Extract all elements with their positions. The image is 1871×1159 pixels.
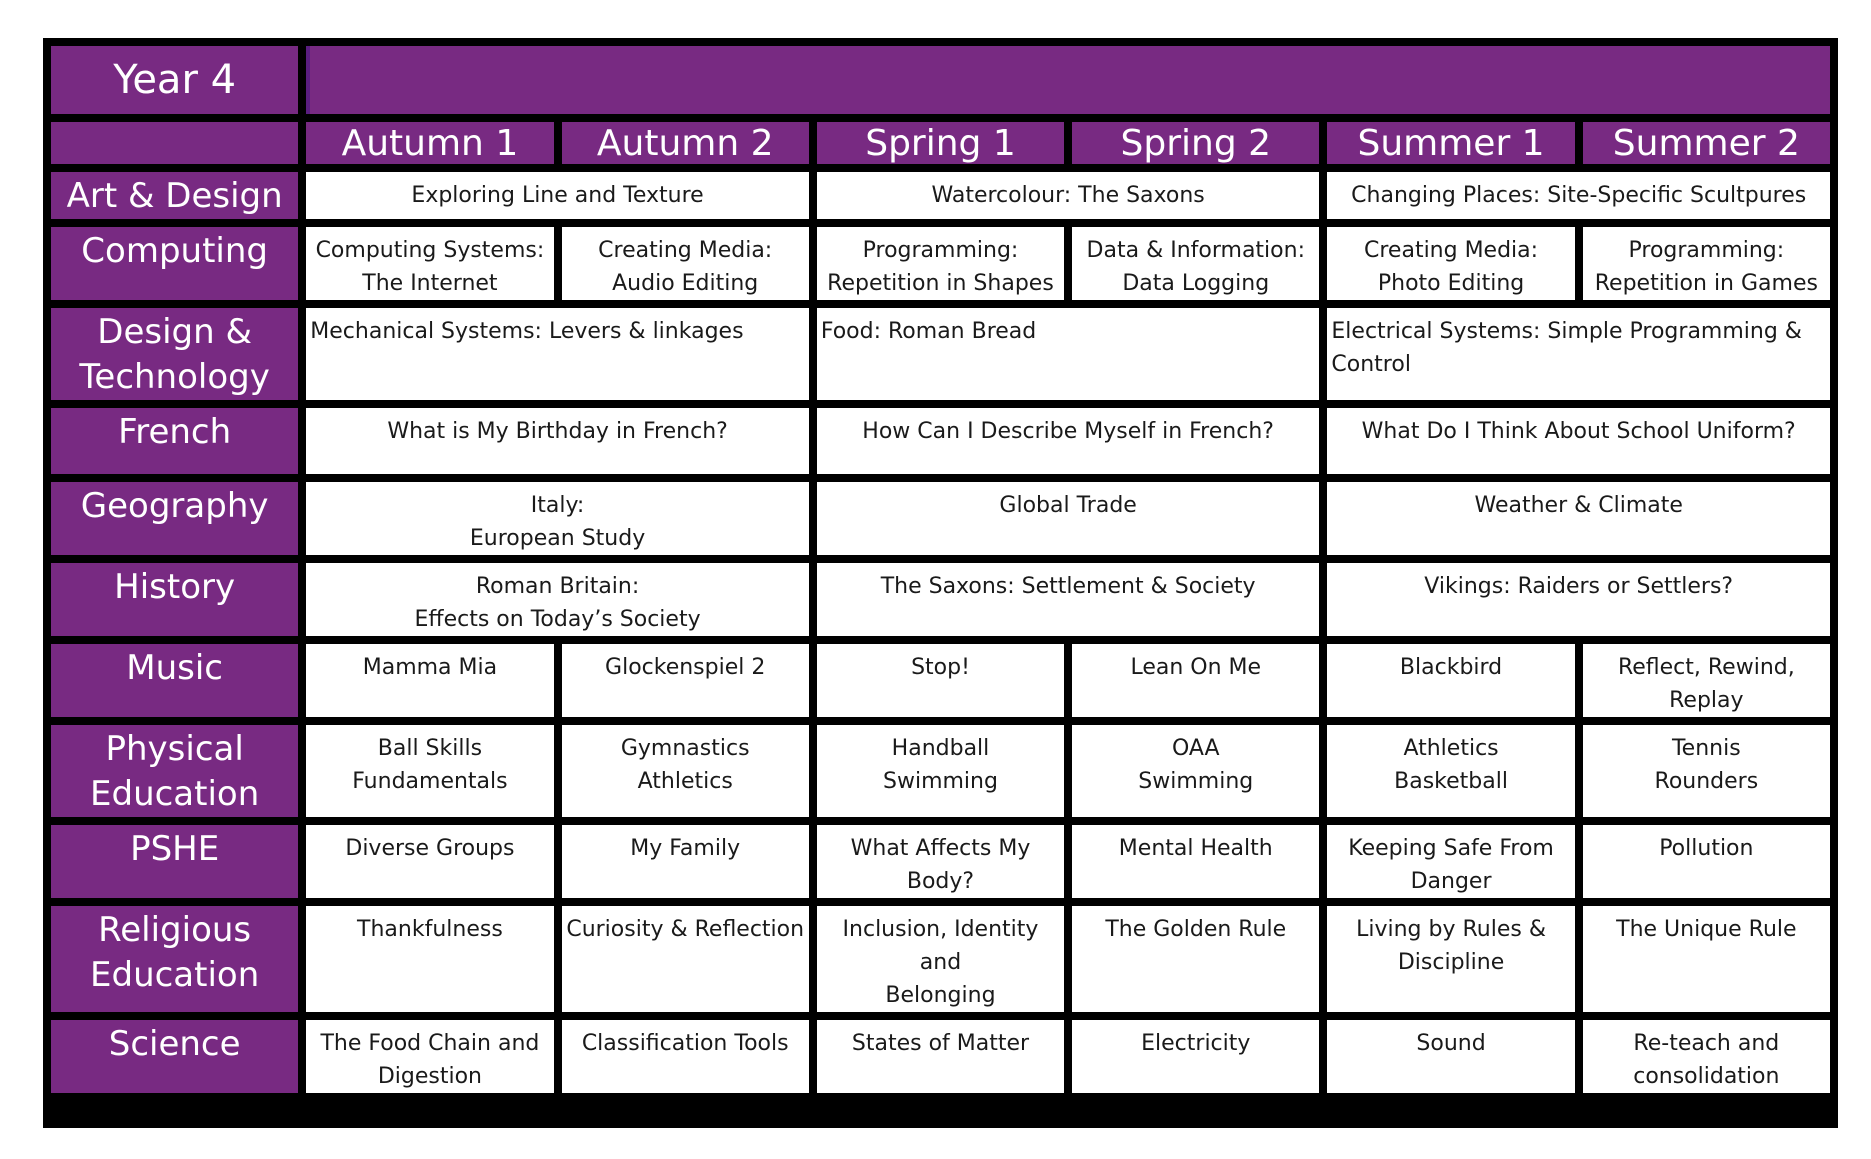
topic-cell: What is My Birthday in French? [306, 408, 809, 474]
topic-cell: Sound [1327, 1020, 1574, 1093]
topic-cell: Diverse Groups [306, 825, 553, 898]
topic-cell: OAA Swimming [1072, 725, 1319, 817]
topic-cell: Changing Places: Site-Specific Scultpures [1327, 172, 1830, 219]
term-header-row [51, 122, 1830, 164]
topic-cell: Programming: Repetition in Games [1583, 227, 1830, 300]
subject-name: Music [51, 644, 298, 717]
topic-cell: States of Matter [817, 1020, 1064, 1093]
topic-cell: Glockenspiel 2 [562, 644, 809, 717]
curriculum-sheet [43, 38, 1838, 1128]
topic-cell: Global Trade [817, 482, 1320, 555]
topic-cell: Thankfulness [306, 906, 553, 1012]
topic-cell: The Unique Rule [1583, 906, 1830, 1012]
topic-cell: What Affects My Body? [817, 825, 1064, 898]
term-header: Spring 2 [1072, 122, 1319, 164]
subject-row [51, 1020, 1830, 1093]
header-corner [51, 122, 298, 164]
topic-cell: Athletics Basketball [1327, 725, 1574, 817]
term-header: Autumn 1 [306, 122, 553, 164]
topic-cell: My Family [562, 825, 809, 898]
topic-cell: Tennis Rounders [1583, 725, 1830, 817]
term-header: Spring 1 [817, 122, 1064, 164]
topic-cell: Handball Swimming [817, 725, 1064, 817]
topic-cell: Inclusion, Identity and Belonging [817, 906, 1064, 1012]
subject-row [51, 482, 1830, 555]
topic-cell: Computing Systems: The Internet [306, 227, 553, 300]
topic-cell: Mechanical Systems: Levers & linkages [306, 308, 809, 400]
curriculum-table [43, 46, 1838, 1101]
subject-name: Computing [51, 227, 298, 300]
topic-cell: Vikings: Raiders or Settlers? [1327, 563, 1830, 636]
topic-cell: Mental Health [1072, 825, 1319, 898]
year-title: Year 4 [51, 46, 298, 114]
subject-name: Geography [51, 482, 298, 555]
subject-row [51, 563, 1830, 636]
topic-cell: Stop! [817, 644, 1064, 717]
topic-cell: Weather & Climate [1327, 482, 1830, 555]
subject-row [51, 644, 1830, 717]
subject-name: PSHE [51, 825, 298, 898]
subject-name: History [51, 563, 298, 636]
topic-cell: Electricity [1072, 1020, 1319, 1093]
topic-cell: Living by Rules & Discipline [1327, 906, 1574, 1012]
topic-cell: Reflect, Rewind, Replay [1583, 644, 1830, 717]
topic-cell: Classification Tools [562, 1020, 809, 1093]
topic-cell: Pollution [1583, 825, 1830, 898]
title-row [51, 46, 1830, 114]
topic-cell: Ball Skills Fundamentals [306, 725, 553, 817]
subject-row [51, 308, 1830, 400]
subject-row [51, 408, 1830, 474]
topic-cell: Gymnastics Athletics [562, 725, 809, 817]
topic-cell: Electrical Systems: Simple Programming & Control [1327, 308, 1830, 400]
term-header: Summer 1 [1327, 122, 1574, 164]
subject-row [51, 825, 1830, 898]
subject-name: Science [51, 1020, 298, 1093]
subject-name: Physical Education [51, 725, 298, 817]
topic-cell: Creating Media: Photo Editing [1327, 227, 1574, 300]
subject-row [51, 906, 1830, 1012]
title-banner [306, 46, 1830, 114]
topic-cell: Lean On Me [1072, 644, 1319, 717]
topic-cell: Programming: Repetition in Shapes [817, 227, 1064, 300]
subject-name: Religious Education [51, 906, 298, 1012]
subject-name: Design & Technology [51, 308, 298, 400]
subject-row [51, 172, 1830, 219]
topic-cell: The Saxons: Settlement & Society [817, 563, 1320, 636]
topic-cell: Curiosity & Reflection [562, 906, 809, 1012]
topic-cell: Blackbird [1327, 644, 1574, 717]
subject-name: French [51, 408, 298, 474]
term-header: Autumn 2 [562, 122, 809, 164]
topic-cell: Food: Roman Bread [817, 308, 1320, 400]
topic-cell: The Golden Rule [1072, 906, 1319, 1012]
topic-cell: Exploring Line and Texture [306, 172, 809, 219]
topic-cell: Data & Information: Data Logging [1072, 227, 1319, 300]
topic-cell: What Do I Think About School Uniform? [1327, 408, 1830, 474]
topic-cell: The Food Chain and Digestion [306, 1020, 553, 1093]
topic-cell: Creating Media: Audio Editing [562, 227, 809, 300]
subject-row [51, 227, 1830, 300]
topic-cell: Re-teach and consolidation [1583, 1020, 1830, 1093]
topic-cell: Italy: European Study [306, 482, 809, 555]
term-header: Summer 2 [1583, 122, 1830, 164]
subject-row [51, 725, 1830, 817]
topic-cell: Watercolour: The Saxons [817, 172, 1320, 219]
topic-cell: Roman Britain: Effects on Today’s Society [306, 563, 809, 636]
subject-name: Art & Design [51, 172, 298, 219]
topic-cell: How Can I Describe Myself in French? [817, 408, 1320, 474]
topic-cell: Keeping Safe From Danger [1327, 825, 1574, 898]
topic-cell: Mamma Mia [306, 644, 553, 717]
